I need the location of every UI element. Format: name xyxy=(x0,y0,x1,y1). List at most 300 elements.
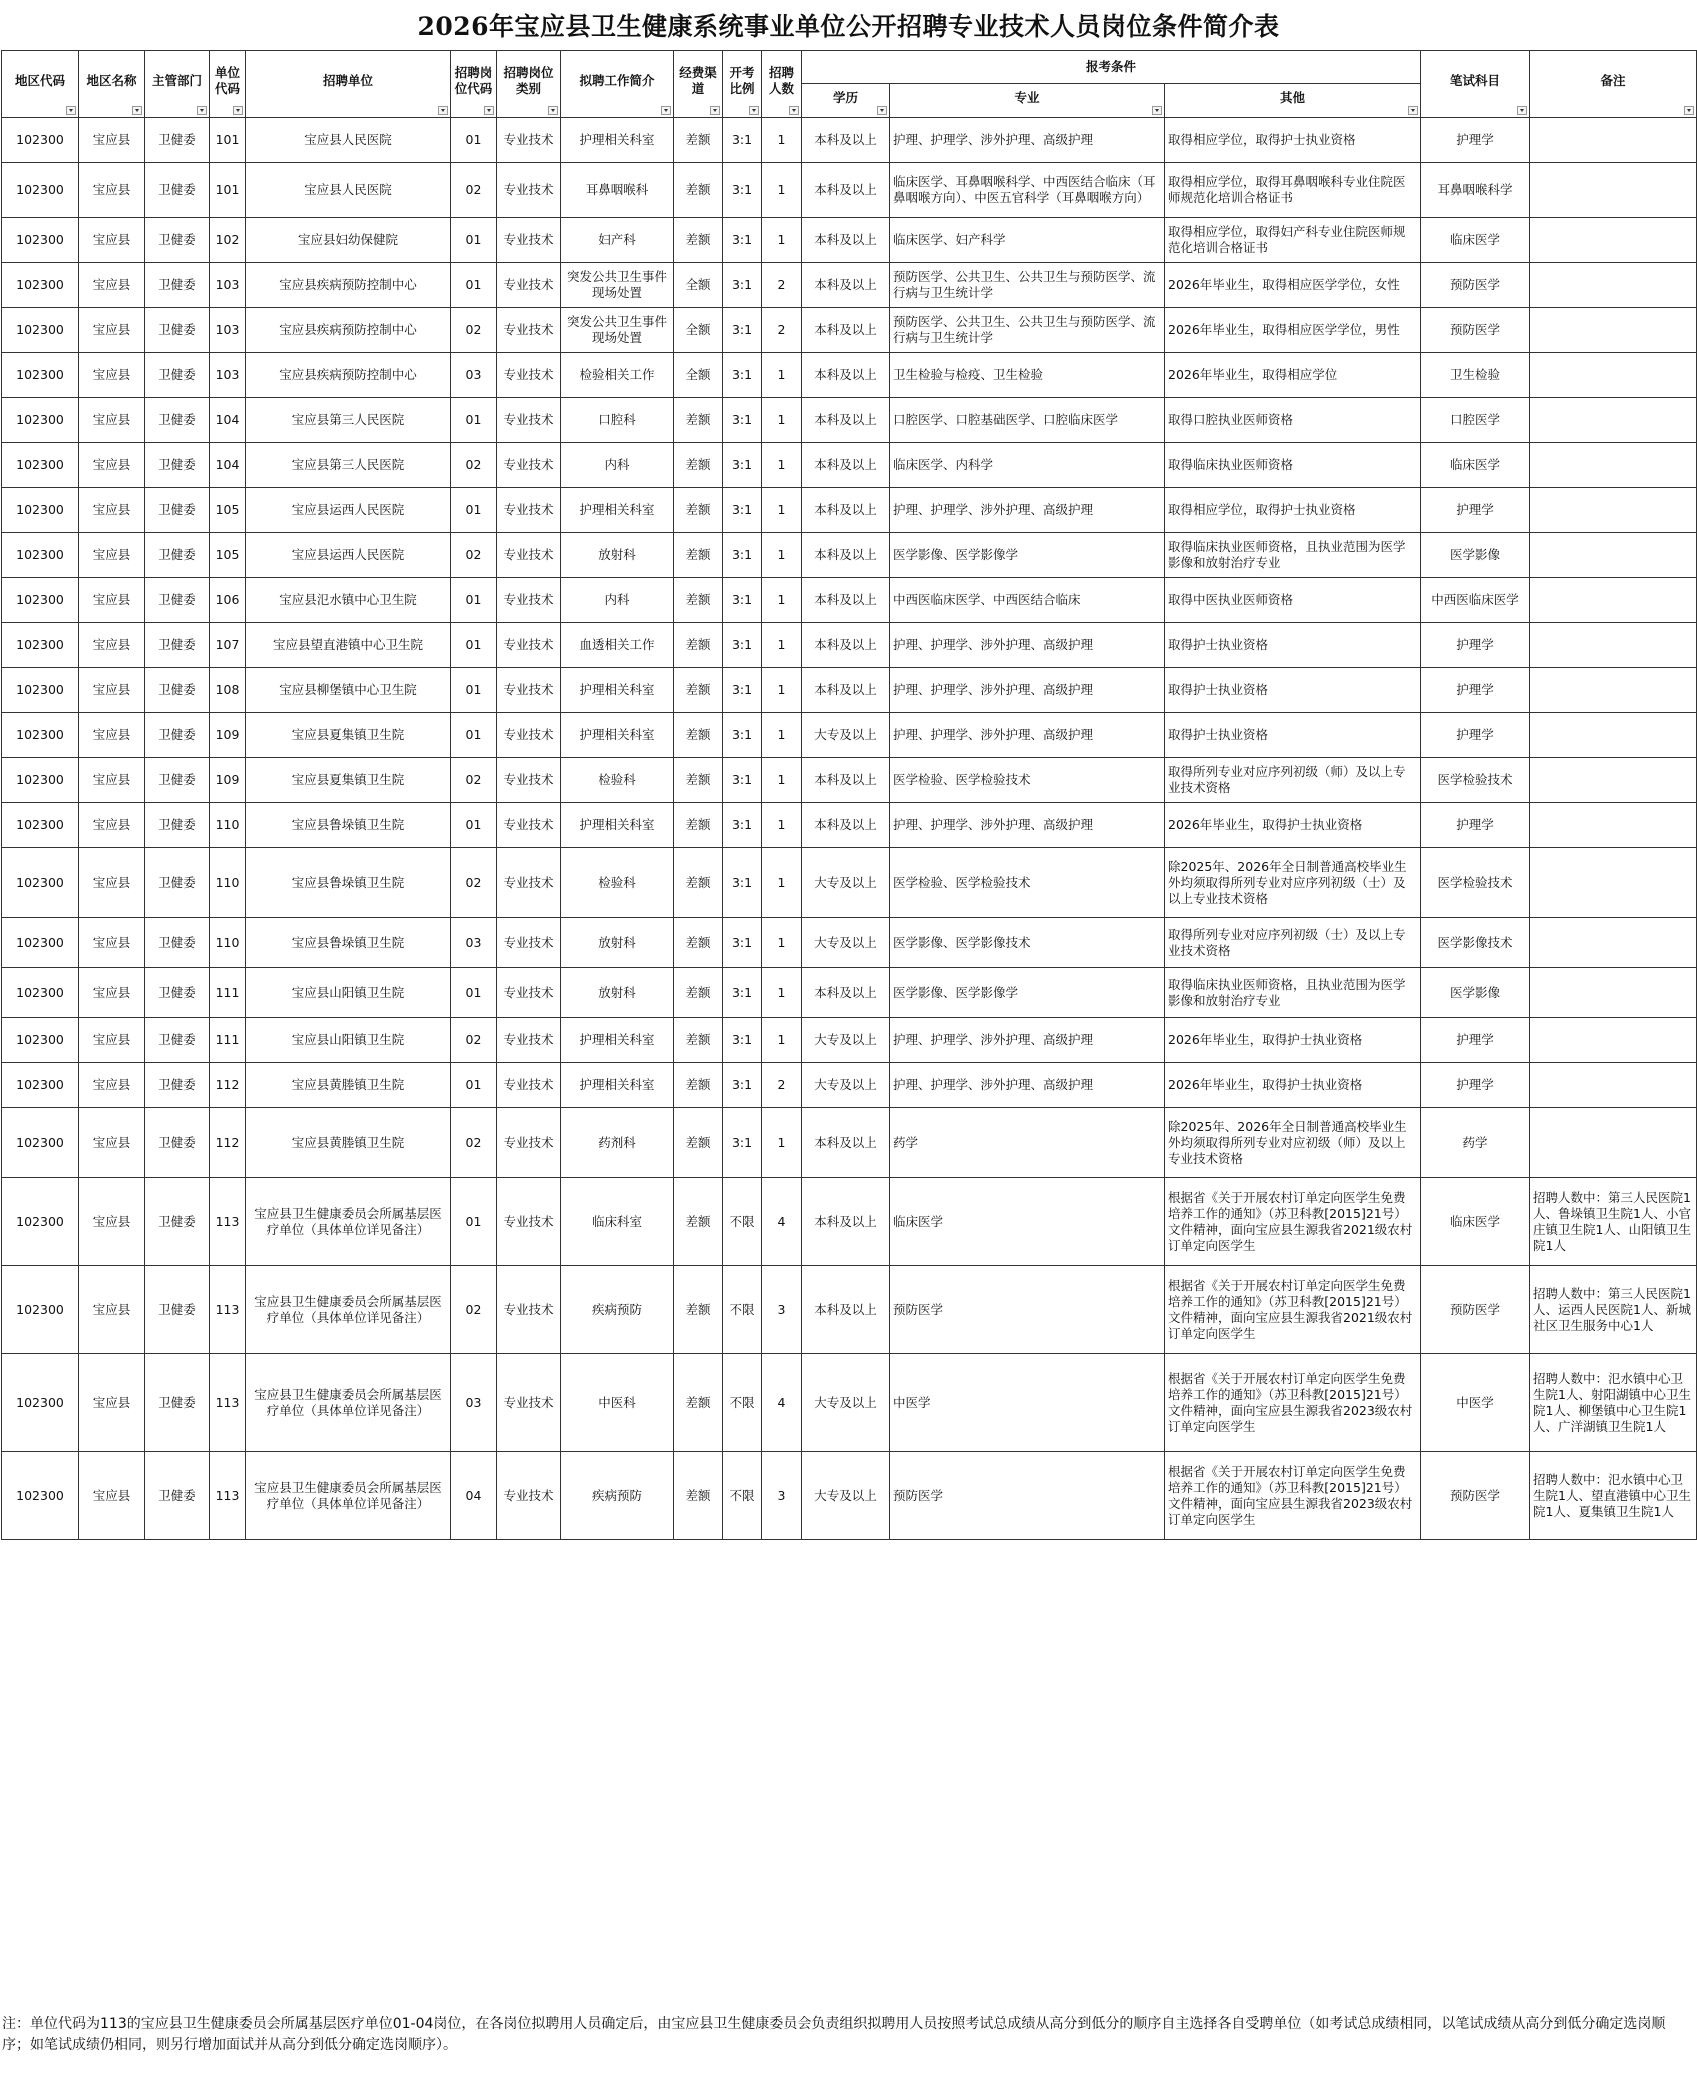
cell-major: 临床医学、妇产科学 xyxy=(890,218,1165,263)
cell-exam: 预防医学 xyxy=(1421,308,1530,353)
cell-unit-code: 110 xyxy=(210,848,246,918)
cell-work: 放射科 xyxy=(561,533,674,578)
cell-ratio: 3:1 xyxy=(723,918,762,968)
cell-region-code: 102300 xyxy=(2,533,79,578)
cell-post-code: 02 xyxy=(451,848,497,918)
cell-unit: 宝应县氾水镇中心卫生院 xyxy=(246,578,451,623)
cell-other: 取得相应学位，取得护士执业资格 xyxy=(1165,488,1421,533)
cell-count: 1 xyxy=(762,918,802,968)
cell-dept: 卫健委 xyxy=(145,803,210,848)
cell-education: 本科及以上 xyxy=(802,623,890,668)
cell-post-code: 01 xyxy=(451,1063,497,1108)
cell-count: 1 xyxy=(762,803,802,848)
cell-dept: 卫健委 xyxy=(145,968,210,1018)
cell-major: 医学影像、医学影像学 xyxy=(890,968,1165,1018)
cell-post-type: 专业技术 xyxy=(497,1266,561,1354)
header-label: 其他 xyxy=(1280,89,1306,105)
cell-other: 取得口腔执业医师资格 xyxy=(1165,398,1421,443)
table-row xyxy=(2,1018,1697,1063)
cell-region-code: 102300 xyxy=(2,918,79,968)
cell-post-type: 专业技术 xyxy=(497,1108,561,1178)
header-label: 招聘岗位类别 xyxy=(503,65,554,96)
cell-education: 本科及以上 xyxy=(802,668,890,713)
cell-work: 血透相关工作 xyxy=(561,623,674,668)
cell-funding: 差额 xyxy=(674,1178,723,1266)
cell-funding: 差额 xyxy=(674,488,723,533)
cell-count: 1 xyxy=(762,218,802,263)
cell-ratio: 3:1 xyxy=(723,263,762,308)
cell-region-code: 102300 xyxy=(2,218,79,263)
cell-region-name: 宝应县 xyxy=(79,1178,145,1266)
cell-count: 1 xyxy=(762,758,802,803)
recruitment-table xyxy=(1,50,1697,1540)
cell-major: 医学检验、医学检验技术 xyxy=(890,848,1165,918)
cell-funding: 差额 xyxy=(674,1063,723,1108)
filter-dropdown-icon[interactable] xyxy=(1517,106,1527,115)
cell-unit-code: 113 xyxy=(210,1266,246,1354)
cell-unit-code: 113 xyxy=(210,1178,246,1266)
cell-post-code: 01 xyxy=(451,968,497,1018)
cell-education: 本科及以上 xyxy=(802,1266,890,1354)
cell-exam: 预防医学 xyxy=(1421,1266,1530,1354)
header-label: 招聘岗位代码 xyxy=(454,65,493,96)
cell-post-type: 专业技术 xyxy=(497,848,561,918)
cell-work: 药剂科 xyxy=(561,1108,674,1178)
cell-major: 预防医学、公共卫生、公共卫生与预防医学、流行病与卫生统计学 xyxy=(890,308,1165,353)
cell-region-code: 102300 xyxy=(2,263,79,308)
cell-region-name: 宝应县 xyxy=(79,308,145,353)
cell-count: 1 xyxy=(762,1018,802,1063)
cell-major: 预防医学、公共卫生、公共卫生与预防医学、流行病与卫生统计学 xyxy=(890,263,1165,308)
cell-funding: 全额 xyxy=(674,308,723,353)
cell-work: 妇产科 xyxy=(561,218,674,263)
cell-education: 大专及以上 xyxy=(802,918,890,968)
cell-post-type: 专业技术 xyxy=(497,533,561,578)
cell-ratio: 3:1 xyxy=(723,1063,762,1108)
cell-region-code: 102300 xyxy=(2,668,79,713)
cell-count: 1 xyxy=(762,1108,802,1178)
cell-exam: 护理学 xyxy=(1421,1063,1530,1108)
cell-region-code: 102300 xyxy=(2,1452,79,1540)
cell-post-type: 专业技术 xyxy=(497,218,561,263)
cell-education: 本科及以上 xyxy=(802,803,890,848)
cell-region-name: 宝应县 xyxy=(79,398,145,443)
cell-count: 1 xyxy=(762,533,802,578)
cell-education: 本科及以上 xyxy=(802,398,890,443)
header-label: 单位代码 xyxy=(214,65,240,96)
cell-other: 根据省《关于开展农村订单定向医学生免费培养工作的通知》（苏卫科教[2015]21号）文件精神，面向宝应县生源我省2021级农村订单定向医学生 xyxy=(1165,1266,1421,1354)
cell-ratio: 3:1 xyxy=(723,968,762,1018)
cell-unit: 宝应县鲁垛镇卫生院 xyxy=(246,848,451,918)
cell-remark xyxy=(1530,668,1697,713)
cell-exam: 护理学 xyxy=(1421,623,1530,668)
cell-region-code: 102300 xyxy=(2,623,79,668)
header-label: 学历 xyxy=(832,89,858,105)
cell-region-name: 宝应县 xyxy=(79,1108,145,1178)
cell-exam: 护理学 xyxy=(1421,803,1530,848)
cell-post-type: 专业技术 xyxy=(497,1354,561,1452)
header-other xyxy=(1165,84,1421,118)
cell-exam: 中西医临床医学 xyxy=(1421,578,1530,623)
header-label: 主管部门 xyxy=(151,73,202,88)
cell-post-type: 专业技术 xyxy=(497,623,561,668)
cell-other: 取得所列专业对应序列初级（士）及以上专业技术资格 xyxy=(1165,918,1421,968)
cell-exam: 护理学 xyxy=(1421,1018,1530,1063)
cell-unit-code: 103 xyxy=(210,353,246,398)
cell-work: 疾病预防 xyxy=(561,1266,674,1354)
cell-other: 2026年毕业生，取得相应医学学位，男性 xyxy=(1165,308,1421,353)
filter-dropdown-icon[interactable] xyxy=(710,106,720,115)
cell-exam: 临床医学 xyxy=(1421,1178,1530,1266)
cell-ratio: 3:1 xyxy=(723,398,762,443)
cell-other: 取得临床执业医师资格，且执业范围为医学影像和放射治疗专业 xyxy=(1165,968,1421,1018)
cell-education: 本科及以上 xyxy=(802,533,890,578)
cell-region-code: 102300 xyxy=(2,488,79,533)
cell-post-code: 01 xyxy=(451,668,497,713)
cell-remark xyxy=(1530,118,1697,163)
cell-work: 护理相关科室 xyxy=(561,118,674,163)
cell-funding: 差额 xyxy=(674,1354,723,1452)
filter-dropdown-icon[interactable] xyxy=(484,106,494,115)
header-region-name xyxy=(79,51,145,118)
cell-remark xyxy=(1530,968,1697,1018)
cell-dept: 卫健委 xyxy=(145,578,210,623)
cell-count: 1 xyxy=(762,713,802,758)
cell-unit: 宝应县卫生健康委员会所属基层医疗单位（具体单位详见备注） xyxy=(246,1266,451,1354)
cell-education: 本科及以上 xyxy=(802,758,890,803)
filter-dropdown-icon[interactable] xyxy=(1152,106,1162,115)
cell-post-type: 专业技术 xyxy=(497,803,561,848)
cell-region-code: 102300 xyxy=(2,1063,79,1108)
table-row xyxy=(2,578,1697,623)
cell-region-name: 宝应县 xyxy=(79,1452,145,1540)
cell-ratio: 3:1 xyxy=(723,848,762,918)
cell-ratio: 3:1 xyxy=(723,1018,762,1063)
cell-region-code: 102300 xyxy=(2,968,79,1018)
cell-ratio: 3:1 xyxy=(723,443,762,488)
cell-region-name: 宝应县 xyxy=(79,118,145,163)
cell-region-name: 宝应县 xyxy=(79,163,145,218)
cell-exam: 耳鼻咽喉科学 xyxy=(1421,163,1530,218)
cell-post-code: 02 xyxy=(451,308,497,353)
filter-dropdown-icon[interactable] xyxy=(197,106,207,115)
cell-unit-code: 107 xyxy=(210,623,246,668)
cell-dept: 卫健委 xyxy=(145,668,210,713)
cell-post-code: 01 xyxy=(451,263,497,308)
cell-major: 口腔医学、口腔基础医学、口腔临床医学 xyxy=(890,398,1165,443)
cell-unit-code: 102 xyxy=(210,218,246,263)
cell-remark xyxy=(1530,353,1697,398)
cell-unit-code: 112 xyxy=(210,1063,246,1108)
cell-ratio: 不限 xyxy=(723,1266,762,1354)
cell-other: 2026年毕业生，取得护士执业资格 xyxy=(1165,1063,1421,1108)
cell-region-name: 宝应县 xyxy=(79,758,145,803)
cell-dept: 卫健委 xyxy=(145,1178,210,1266)
cell-region-code: 102300 xyxy=(2,163,79,218)
table-row xyxy=(2,918,1697,968)
cell-major: 护理、护理学、涉外护理、高级护理 xyxy=(890,713,1165,758)
cell-unit: 宝应县疾病预防控制中心 xyxy=(246,263,451,308)
cell-education: 本科及以上 xyxy=(802,163,890,218)
filter-dropdown-icon[interactable] xyxy=(548,106,558,115)
cell-region-code: 102300 xyxy=(2,803,79,848)
cell-unit: 宝应县柳堡镇中心卫生院 xyxy=(246,668,451,713)
cell-work: 护理相关科室 xyxy=(561,1018,674,1063)
cell-post-type: 专业技术 xyxy=(497,443,561,488)
cell-ratio: 不限 xyxy=(723,1452,762,1540)
cell-post-code: 01 xyxy=(451,398,497,443)
cell-region-code: 102300 xyxy=(2,118,79,163)
cell-post-type: 专业技术 xyxy=(497,1018,561,1063)
cell-remark xyxy=(1530,713,1697,758)
cell-dept: 卫健委 xyxy=(145,118,210,163)
cell-region-name: 宝应县 xyxy=(79,968,145,1018)
cell-unit: 宝应县山阳镇卫生院 xyxy=(246,968,451,1018)
header-conditions: 报考条件 xyxy=(802,51,1421,84)
cell-region-name: 宝应县 xyxy=(79,668,145,713)
header-exam xyxy=(1421,51,1530,118)
cell-unit: 宝应县黄塍镇卫生院 xyxy=(246,1063,451,1108)
cell-remark xyxy=(1530,623,1697,668)
cell-unit: 宝应县人民医院 xyxy=(246,163,451,218)
cell-funding: 差额 xyxy=(674,918,723,968)
filter-dropdown-icon[interactable] xyxy=(749,106,759,115)
cell-remark xyxy=(1530,163,1697,218)
cell-education: 本科及以上 xyxy=(802,218,890,263)
cell-funding: 差额 xyxy=(674,968,723,1018)
cell-unit: 宝应县卫生健康委员会所属基层医疗单位（具体单位详见备注） xyxy=(246,1354,451,1452)
filter-dropdown-icon[interactable] xyxy=(233,106,243,115)
cell-major: 临床医学、耳鼻咽喉科学、中西医结合临床（耳鼻咽喉方向）、中医五官科学（耳鼻咽喉方向） xyxy=(890,163,1165,218)
cell-funding: 全额 xyxy=(674,353,723,398)
cell-major: 护理、护理学、涉外护理、高级护理 xyxy=(890,118,1165,163)
cell-unit-code: 106 xyxy=(210,578,246,623)
cell-region-name: 宝应县 xyxy=(79,918,145,968)
cell-remark: 招聘人数中：氾水镇中心卫生院1人、望直港镇中心卫生院1人、夏集镇卫生院1人 xyxy=(1530,1452,1697,1540)
cell-dept: 卫健委 xyxy=(145,623,210,668)
cell-exam: 医学检验技术 xyxy=(1421,758,1530,803)
cell-major: 中医学 xyxy=(890,1354,1165,1452)
cell-region-name: 宝应县 xyxy=(79,1063,145,1108)
cell-major: 医学影像、医学影像学 xyxy=(890,533,1165,578)
cell-region-code: 102300 xyxy=(2,1178,79,1266)
cell-remark xyxy=(1530,263,1697,308)
cell-education: 大专及以上 xyxy=(802,713,890,758)
cell-region-name: 宝应县 xyxy=(79,533,145,578)
header-major xyxy=(890,84,1165,118)
header-region-code xyxy=(2,51,79,118)
cell-dept: 卫健委 xyxy=(145,1354,210,1452)
cell-unit: 宝应县鲁垛镇卫生院 xyxy=(246,803,451,848)
cell-remark xyxy=(1530,803,1697,848)
cell-region-code: 102300 xyxy=(2,1108,79,1178)
cell-region-name: 宝应县 xyxy=(79,803,145,848)
cell-dept: 卫健委 xyxy=(145,758,210,803)
cell-major: 护理、护理学、涉外护理、高级护理 xyxy=(890,1018,1165,1063)
cell-work: 口腔科 xyxy=(561,398,674,443)
cell-unit-code: 108 xyxy=(210,668,246,713)
cell-education: 本科及以上 xyxy=(802,488,890,533)
cell-post-type: 专业技术 xyxy=(497,1178,561,1266)
cell-funding: 差额 xyxy=(674,713,723,758)
table-row xyxy=(2,848,1697,918)
cell-funding: 差额 xyxy=(674,163,723,218)
filter-dropdown-icon[interactable] xyxy=(438,106,448,115)
cell-work: 内科 xyxy=(561,578,674,623)
cell-major: 护理、护理学、涉外护理、高级护理 xyxy=(890,1063,1165,1108)
filter-dropdown-icon[interactable] xyxy=(789,106,799,115)
cell-unit-code: 111 xyxy=(210,968,246,1018)
cell-count: 1 xyxy=(762,118,802,163)
cell-other: 取得中医执业医师资格 xyxy=(1165,578,1421,623)
cell-exam: 医学影像技术 xyxy=(1421,918,1530,968)
cell-region-name: 宝应县 xyxy=(79,578,145,623)
header-count xyxy=(762,51,802,118)
table-row xyxy=(2,218,1697,263)
cell-ratio: 3:1 xyxy=(723,713,762,758)
table-row xyxy=(2,1266,1697,1354)
header-label: 开考比例 xyxy=(729,65,755,96)
cell-unit-code: 113 xyxy=(210,1452,246,1540)
filter-dropdown-icon[interactable] xyxy=(877,106,887,115)
cell-other: 除2025年、2026年全日制普通高校毕业生外均须取得所列专业对应序列初级（士）及以上专业技术资格 xyxy=(1165,848,1421,918)
cell-unit: 宝应县疾病预防控制中心 xyxy=(246,353,451,398)
cell-count: 1 xyxy=(762,968,802,1018)
cell-unit-code: 111 xyxy=(210,1018,246,1063)
cell-ratio: 3:1 xyxy=(723,533,762,578)
cell-funding: 差额 xyxy=(674,623,723,668)
cell-education: 大专及以上 xyxy=(802,1063,890,1108)
header-post-type xyxy=(497,51,561,118)
cell-exam: 护理学 xyxy=(1421,713,1530,758)
cell-funding: 差额 xyxy=(674,443,723,488)
header-label: 地区代码 xyxy=(14,73,65,88)
header-funding xyxy=(674,51,723,118)
cell-unit-code: 110 xyxy=(210,918,246,968)
cell-other: 取得相应学位，取得护士执业资格 xyxy=(1165,118,1421,163)
cell-region-code: 102300 xyxy=(2,308,79,353)
cell-major: 临床医学 xyxy=(890,1178,1165,1266)
filter-dropdown-icon[interactable] xyxy=(1684,106,1694,115)
cell-region-code: 102300 xyxy=(2,398,79,443)
cell-unit: 宝应县第三人民医院 xyxy=(246,443,451,488)
header-remark xyxy=(1530,51,1697,118)
cell-other: 2026年毕业生，取得护士执业资格 xyxy=(1165,803,1421,848)
cell-funding: 差额 xyxy=(674,1266,723,1354)
cell-region-code: 102300 xyxy=(2,353,79,398)
cell-post-type: 专业技术 xyxy=(497,163,561,218)
cell-education: 本科及以上 xyxy=(802,1178,890,1266)
cell-unit: 宝应县运西人民医院 xyxy=(246,533,451,578)
cell-unit-code: 109 xyxy=(210,713,246,758)
cell-major: 护理、护理学、涉外护理、高级护理 xyxy=(890,803,1165,848)
cell-unit: 宝应县黄塍镇卫生院 xyxy=(246,1108,451,1178)
cell-dept: 卫健委 xyxy=(145,218,210,263)
table-row xyxy=(2,803,1697,848)
cell-dept: 卫健委 xyxy=(145,1452,210,1540)
cell-exam: 口腔医学 xyxy=(1421,398,1530,443)
cell-remark xyxy=(1530,1108,1697,1178)
cell-dept: 卫健委 xyxy=(145,398,210,443)
filter-dropdown-icon[interactable] xyxy=(1408,106,1418,115)
cell-exam: 医学影像 xyxy=(1421,968,1530,1018)
cell-unit: 宝应县运西人民医院 xyxy=(246,488,451,533)
table-row xyxy=(2,163,1697,218)
cell-exam: 护理学 xyxy=(1421,488,1530,533)
cell-unit-code: 103 xyxy=(210,308,246,353)
cell-work: 护理相关科室 xyxy=(561,713,674,758)
cell-work: 突发公共卫生事件现场处置 xyxy=(561,308,674,353)
cell-education: 本科及以上 xyxy=(802,308,890,353)
cell-post-code: 03 xyxy=(451,353,497,398)
cell-region-name: 宝应县 xyxy=(79,263,145,308)
cell-remark: 招聘人数中：第三人民医院1人、鲁垛镇卫生院1人、小官庄镇卫生院1人、山阳镇卫生院1人 xyxy=(1530,1178,1697,1266)
cell-dept: 卫健委 xyxy=(145,533,210,578)
cell-unit: 宝应县卫生健康委员会所属基层医疗单位（具体单位详见备注） xyxy=(246,1452,451,1540)
table-row xyxy=(2,713,1697,758)
cell-funding: 差额 xyxy=(674,1108,723,1178)
cell-funding: 差额 xyxy=(674,848,723,918)
cell-post-code: 04 xyxy=(451,1452,497,1540)
cell-remark xyxy=(1530,308,1697,353)
cell-work: 放射科 xyxy=(561,968,674,1018)
cell-region-name: 宝应县 xyxy=(79,353,145,398)
cell-exam: 临床医学 xyxy=(1421,443,1530,488)
filter-dropdown-icon[interactable] xyxy=(66,106,76,115)
cell-unit: 宝应县望直港镇中心卫生院 xyxy=(246,623,451,668)
cell-unit: 宝应县山阳镇卫生院 xyxy=(246,1018,451,1063)
cell-count: 3 xyxy=(762,1452,802,1540)
cell-post-type: 专业技术 xyxy=(497,488,561,533)
cell-count: 2 xyxy=(762,1063,802,1108)
cell-dept: 卫健委 xyxy=(145,1018,210,1063)
cell-unit-code: 105 xyxy=(210,533,246,578)
page-title: 2026年宝应县卫生健康系统事业单位公开招聘专业技术人员岗位条件简介表 xyxy=(417,12,1280,41)
table-row xyxy=(2,968,1697,1018)
cell-other: 除2025年、2026年全日制普通高校毕业生外均须取得所列专业对应初级（师）及以上专业技术资格 xyxy=(1165,1108,1421,1178)
cell-region-code: 102300 xyxy=(2,1018,79,1063)
cell-ratio: 3:1 xyxy=(723,488,762,533)
cell-work: 护理相关科室 xyxy=(561,488,674,533)
cell-ratio: 3:1 xyxy=(723,353,762,398)
cell-unit: 宝应县疾病预防控制中心 xyxy=(246,308,451,353)
cell-remark xyxy=(1530,398,1697,443)
cell-work: 疾病预防 xyxy=(561,1452,674,1540)
cell-count: 1 xyxy=(762,488,802,533)
cell-remark xyxy=(1530,218,1697,263)
cell-count: 1 xyxy=(762,398,802,443)
cell-count: 1 xyxy=(762,353,802,398)
cell-work: 检验科 xyxy=(561,848,674,918)
cell-exam: 预防医学 xyxy=(1421,263,1530,308)
filter-dropdown-icon[interactable] xyxy=(661,106,671,115)
cell-major: 预防医学 xyxy=(890,1452,1165,1540)
table-row xyxy=(2,398,1697,443)
table-row xyxy=(2,488,1697,533)
cell-other: 取得护士执业资格 xyxy=(1165,623,1421,668)
table-row xyxy=(2,623,1697,668)
table-row xyxy=(2,308,1697,353)
filter-dropdown-icon[interactable] xyxy=(132,106,142,115)
table-row xyxy=(2,1178,1697,1266)
cell-major: 医学检验、医学检验技术 xyxy=(890,758,1165,803)
cell-count: 2 xyxy=(762,263,802,308)
cell-work: 护理相关科室 xyxy=(561,1063,674,1108)
cell-funding: 全额 xyxy=(674,263,723,308)
cell-exam: 医学影像 xyxy=(1421,533,1530,578)
cell-major: 护理、护理学、涉外护理、高级护理 xyxy=(890,488,1165,533)
header-label: 专业 xyxy=(1014,89,1040,105)
